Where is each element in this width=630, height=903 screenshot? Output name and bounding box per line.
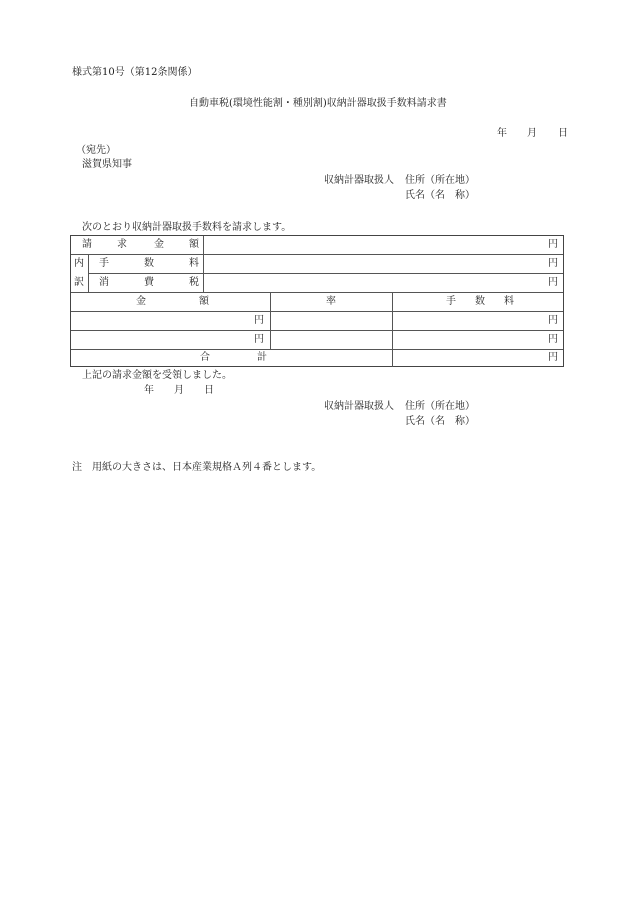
handler-name-label: 氏名（名 称） [405,190,475,201]
breakdown-label-char: 内 [74,258,84,269]
breakdown-label-char: 訳 [74,277,84,288]
label-char: 請 [82,239,92,250]
handler-role: 収納計器取扱人 [324,401,394,412]
receipt-date-year-label: 年 [144,385,154,396]
yen-unit: 円 [254,315,264,326]
row-divider [71,292,563,293]
label-char: 数 [144,258,154,269]
paper-size-note: 注 用紙の大きさは、日本産業規格Ａ列４番とします。 [72,462,322,473]
handler-address-label: 住所（所在地） [405,175,475,186]
header-fee-char: 料 [504,296,514,307]
yen-unit: 円 [548,315,558,326]
total-label-char: 計 [257,352,267,363]
label-char: 金 [154,239,164,250]
handler-role: 収納計器取扱人 [324,175,394,186]
document-title: 自動車税(環境性能割・種別割)収納計器取扱手数料請求書 [189,98,447,109]
addressee: 滋賀県知事 [82,159,132,170]
date-year-label: 年 [497,128,507,139]
handler-address-label: 住所（所在地） [405,401,475,412]
receipt-sentence: 上記の請求金額を受領しました。 [82,370,232,381]
label-char: 手 [99,258,109,269]
date-day-label: 日 [558,128,568,139]
header-fee-char: 手 [446,296,456,307]
header-fee-char: 数 [475,296,485,307]
yen-unit: 円 [548,239,558,250]
col-divider [88,254,89,292]
date-month-label: 月 [527,128,537,139]
yen-unit: 円 [548,277,558,288]
label-char: 費 [144,277,154,288]
header-amount-char: 額 [199,296,209,307]
yen-unit: 円 [254,334,264,345]
addressee-label: （宛先） [76,145,116,156]
row-divider [88,273,563,274]
row-divider [71,330,563,331]
total-label-char: 合 [200,352,210,363]
request-sentence: 次のとおり収納計器取扱手数料を請求します。 [82,222,292,233]
label-char: 料 [189,258,199,269]
row-divider [71,254,563,255]
yen-unit: 円 [548,352,558,363]
col-divider [203,236,204,292]
yen-unit: 円 [548,258,558,269]
label-char: 消 [99,277,109,288]
receipt-date-month-label: 月 [174,385,184,396]
col-divider [270,292,271,349]
form-number: 様式第10号（第12条関係） [72,67,198,78]
fee-request-table [70,235,564,367]
row-divider [71,311,563,312]
label-char: 額 [189,239,199,250]
row-divider [71,349,563,350]
handler-name-label: 氏名（名 称） [405,416,475,427]
yen-unit: 円 [548,334,558,345]
header-rate: 率 [326,296,336,307]
col-divider [392,292,393,367]
label-char: 税 [189,277,199,288]
header-amount-char: 金 [136,296,146,307]
label-char: 求 [117,239,127,250]
receipt-date-day-label: 日 [204,385,214,396]
